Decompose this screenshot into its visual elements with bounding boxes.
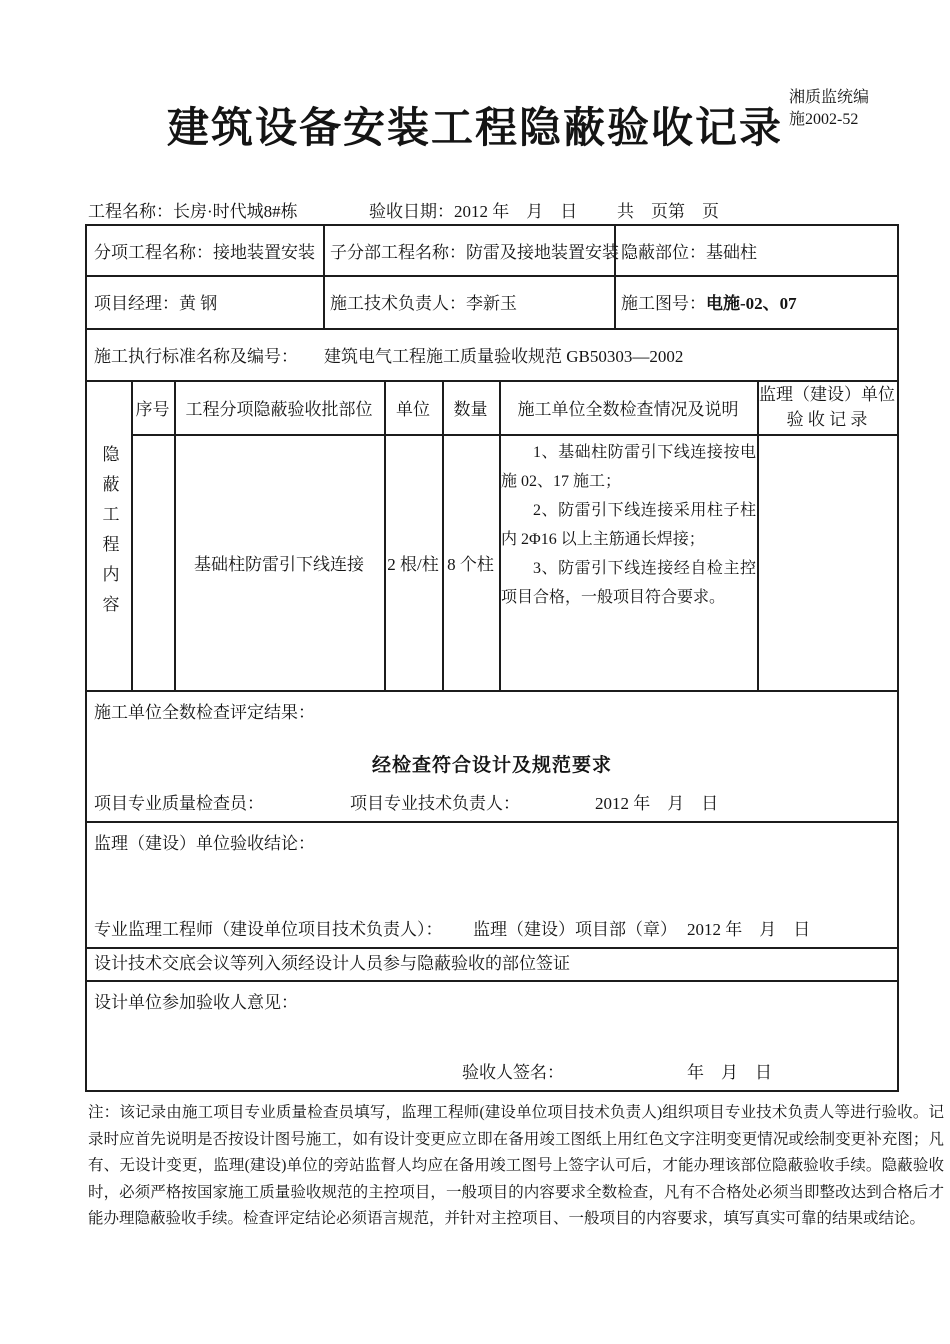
sub-project-label: 分项工程名称： bbox=[94, 243, 213, 262]
design-opinion-label: 设计单位参加验收人意见： bbox=[94, 993, 298, 1012]
design-opinion-sign-line bbox=[87, 1058, 897, 1082]
page-count-field: 共 页第 页 bbox=[617, 202, 719, 221]
sub-project-value: 接地装置安装 bbox=[213, 243, 315, 262]
sub-division-field bbox=[323, 226, 619, 275]
header-inspection: 施工单位全数检查情况及说明 bbox=[517, 399, 739, 419]
project-manager-label: 项目经理： bbox=[94, 294, 179, 313]
side-label: 隐蔽工程内容 bbox=[99, 445, 119, 625]
supervision-sign-line bbox=[87, 915, 897, 939]
design-opinion-date: 年 月 日 bbox=[687, 1063, 772, 1082]
concealed-part-value: 基础柱 bbox=[706, 243, 757, 262]
standard-value: 建筑电气工程施工质量验收规范 GB50303—2002 bbox=[324, 346, 684, 366]
sub-project-field bbox=[87, 226, 323, 275]
inspection-item: 3、防雷引下线连接经自检主控项目合格，一般项目符合要求。 bbox=[501, 560, 756, 606]
standard-label: 施工执行标准名称及编号： bbox=[94, 346, 298, 366]
header-seq: 序号 bbox=[135, 399, 170, 419]
row-part-cell: 基础柱防雷引下线连接 bbox=[194, 554, 364, 574]
tech-director-field bbox=[323, 275, 614, 328]
evaluation-section bbox=[87, 690, 897, 821]
row-inspection-cell bbox=[499, 434, 757, 690]
acceptance-date-value: 2012 年 月 日 bbox=[454, 202, 578, 221]
tech-director-label: 施工技术负责人： bbox=[330, 294, 466, 313]
drawing-no-value: 电施-02、07 bbox=[706, 294, 797, 313]
supervision-date: 2012 年 月 日 bbox=[687, 920, 811, 939]
design-opinion-section bbox=[87, 980, 897, 1090]
supervision-conclusion-section bbox=[87, 821, 897, 947]
drawing-no-field bbox=[614, 275, 897, 328]
acceptance-date-label: 验收日期： bbox=[369, 202, 454, 221]
side-label-cell bbox=[87, 380, 131, 690]
evaluation-sign-line bbox=[87, 789, 897, 813]
header-part: 工程分项隐蔽验收批部位 bbox=[185, 399, 373, 419]
header-quantity: 数量 bbox=[453, 399, 488, 419]
header-unit: 单位 bbox=[396, 399, 430, 419]
signer-label: 验收人签名： bbox=[462, 1063, 564, 1082]
evaluation-label: 施工单位全数检查评定结果： bbox=[94, 703, 315, 722]
drawing-no-label: 施工图号： bbox=[621, 294, 706, 313]
sub-division-value: 防雷及接地装置安装 bbox=[466, 243, 619, 262]
project-name-label: 工程名称： bbox=[88, 202, 173, 221]
project-info-row bbox=[88, 197, 900, 223]
tech-director-value: 李新玉 bbox=[466, 294, 517, 313]
acceptance-date-field bbox=[369, 197, 577, 222]
header-supervision-line1: 监理（建设）单位 bbox=[759, 385, 895, 404]
doc-code-line2: 施2002-52 bbox=[789, 111, 859, 128]
project-manager-value: 黄 钢 bbox=[179, 294, 218, 313]
project-name-value: 长房·时代城8#栋 bbox=[173, 202, 298, 221]
header-supervision-line2: 验 收 记 录 bbox=[786, 410, 868, 429]
footer-note: 注：该记录由施工项目专业质量检查员填写，监理工程师(建设单位项目技术负责人)组织项目专业技术负责人等进行验收。记录时应首先说明是否按设计图号施工，如有设计变更应立即在备用竣工图纸上用红色文字注明变更情况或绘制变更补充图；凡有、无设计变更，监理(建设)单位的旁站监督人均应在备用竣工图号上签字认可后，才能办理该部位隐蔽验收手续。隐蔽验收时，必须严格按国家施工质量验收规范的主控项目，一般项目的内容要求全数检查，凡有不合格处必须当即整改达到合格后才能办理隐蔽验收手续。检查评定结论必须语言规范，并针对主控项目、一般项目的内容要求，填写真实可靠的结果或结论。 bbox=[88, 1104, 944, 1227]
supervision-dept-label: 监理（建设）项目部（章） bbox=[473, 920, 677, 939]
project-manager-field bbox=[87, 275, 323, 328]
sub-division-label: 子分部工程名称： bbox=[330, 243, 466, 262]
concealed-part-field bbox=[614, 226, 897, 275]
supervising-engineer-label: 专业监理工程师（建设单位项目技术负责人）： bbox=[94, 920, 443, 939]
row-seq-cell bbox=[131, 434, 174, 690]
row-quantity-cell: 8 个柱 bbox=[447, 554, 494, 574]
header-supervision bbox=[757, 380, 897, 434]
project-name-field bbox=[88, 197, 298, 222]
evaluation-result: 经检查符合设计及规范要求 bbox=[371, 755, 612, 776]
concealed-part-label: 隐蔽部位： bbox=[621, 243, 706, 262]
inspector-sign-label: 项目专业质量检查员： bbox=[94, 794, 264, 813]
doc-code-line1: 湘质监统编 bbox=[789, 89, 870, 106]
standard-field bbox=[87, 328, 897, 380]
inspection-item: 1、基础柱防雷引下线连接按电施 02、17 施工； bbox=[501, 444, 756, 490]
tech-lead-sign-label: 项目专业技术负责人： bbox=[350, 794, 520, 813]
evaluation-date: 2012 年 月 日 bbox=[595, 794, 719, 813]
row-unit-cell: 2 根/柱 bbox=[387, 554, 439, 574]
page-title: 建筑设备安装工程隐蔽验收记录 bbox=[166, 106, 783, 152]
supervision-conclusion-label: 监理（建设）单位验收结论： bbox=[94, 834, 315, 853]
row-supervision-record-cell bbox=[757, 434, 897, 690]
inspection-item: 2、防雷引下线连接采用柱子柱内 2Φ16 以上主筋通长焊接； bbox=[501, 502, 756, 548]
design-sign-row: 设计技术交底会议等列入须经设计人员参与隐蔽验收的部位签证 bbox=[94, 954, 570, 973]
form-table bbox=[85, 224, 899, 1092]
